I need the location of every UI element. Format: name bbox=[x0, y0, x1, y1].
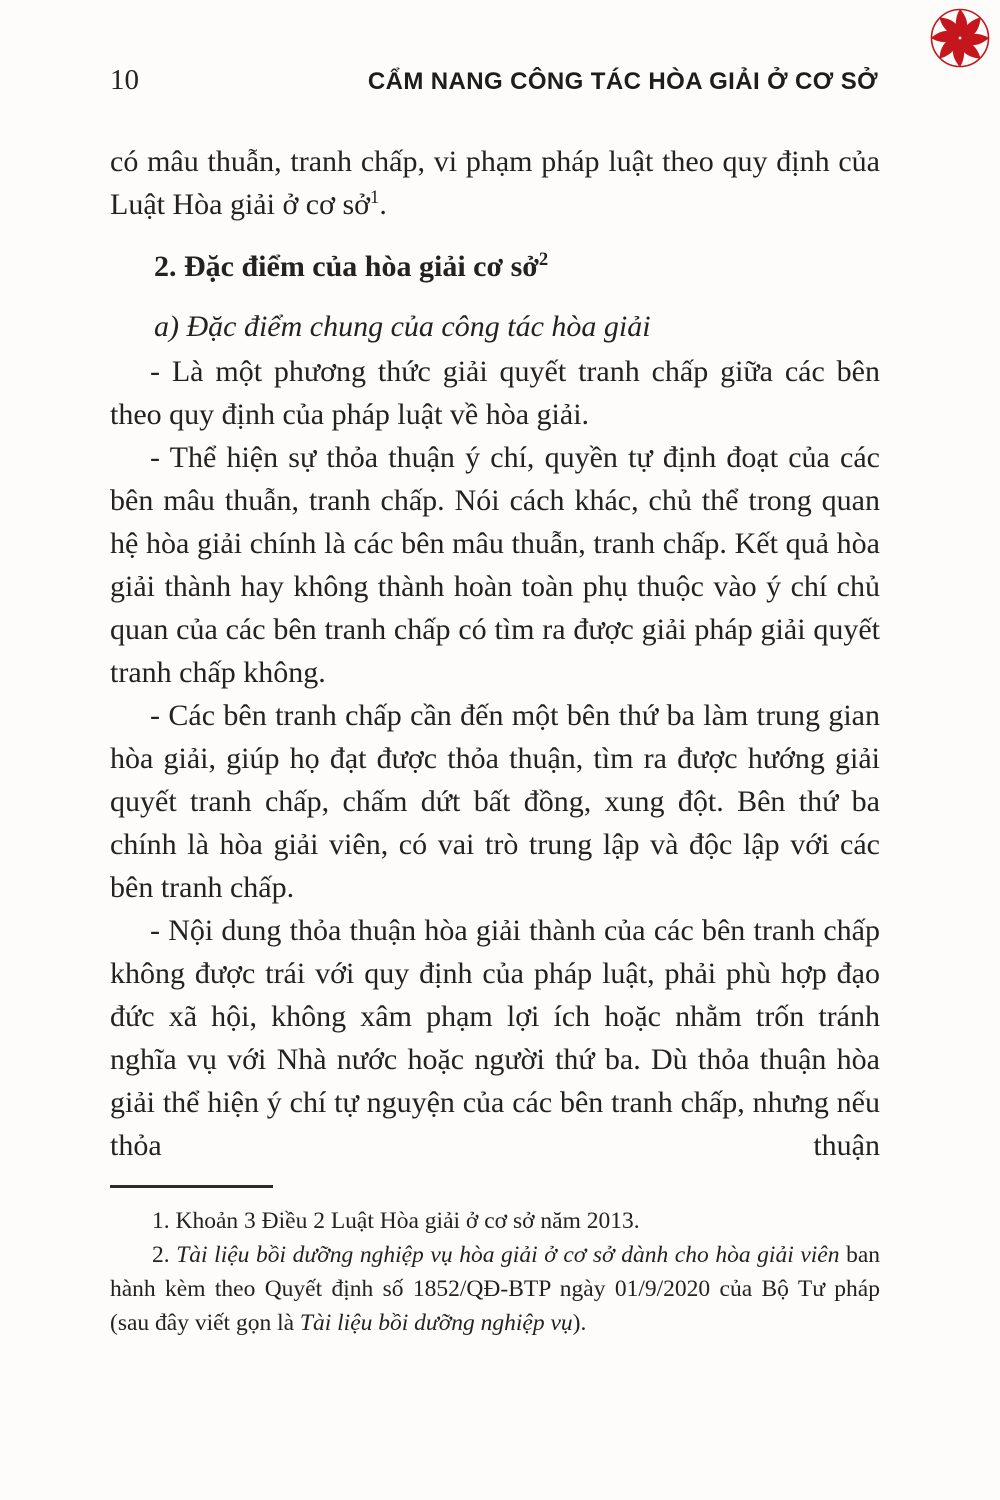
footnote-ref-1: 1 bbox=[370, 187, 380, 208]
paragraph-continuation bbox=[110, 140, 880, 226]
paragraph: - Là một phương thức giải quyết tranh chấp giữa các bên theo quy định của pháp luật về hòa giải. bbox=[110, 355, 880, 431]
footnote-text: ). bbox=[572, 1310, 587, 1336]
publisher-logo-icon bbox=[928, 6, 992, 70]
footnote-italic-title: Tài liệu bồi dưỡng nghiệp vụ hòa giải ở cơ sở dành cho hòa giải viên bbox=[176, 1242, 840, 1268]
running-header bbox=[110, 64, 878, 97]
footnote-separator bbox=[110, 1185, 273, 1188]
page-number: 10 bbox=[110, 64, 139, 96]
paragraph: - Các bên tranh chấp cần đến một bên thứ ba làm trung gian hòa giải, giúp họ đạt được thỏa thuận, tìm ra được hướng giải quyết tranh chấp, chấm dứt bất đồng, xung đột. Bên thứ ba chính là hòa giải viên, có vai trò trung lập và độc lập với các bên tranh chấp. bbox=[110, 699, 880, 904]
sub-heading: a) Đặc điểm chung của công tác hòa giải bbox=[154, 310, 651, 343]
footnote-1: 1. Khoản 3 Điều 2 Luật Hòa giải ở cơ sở năm 2013. bbox=[152, 1208, 640, 1234]
footnote-text: ban hành kèm theo Quyết định số 1852/QĐ-BTP ngày 01/9/2020 của Bộ Tư pháp (sau đây viết gọn là bbox=[110, 1242, 880, 1336]
heading-text: 2. Đặc điểm của hòa giải cơ sở bbox=[154, 250, 539, 283]
page-body bbox=[110, 140, 880, 1167]
running-title: CẨM NANG CÔNG TÁC HÒA GIẢI Ở CƠ SỞ bbox=[367, 68, 878, 95]
paragraph: - Nội dung thỏa thuận hòa giải thành của các bên tranh chấp không được trái với quy định của pháp luật, phải phù hợp đạo đức xã hội, không xâm phạm lợi ích hoặc nhằm trốn tránh nghĩa vụ với Nhà nước hoặc người thứ ba. Dù thỏa thuận hòa giải thể hiện ý chí tự nguyện của các bên tranh chấp, nhưng nếu thỏa thuận bbox=[110, 914, 880, 1162]
footnote-italic-title: Tài liệu bồi dưỡng nghiệp vụ bbox=[299, 1310, 573, 1336]
paragraph-text: . bbox=[379, 188, 387, 221]
footnote-2 bbox=[110, 1238, 880, 1340]
section-heading bbox=[110, 245, 880, 288]
paragraph: - Thể hiện sự thỏa thuận ý chí, quyền tự định đoạt của các bên mâu thuẫn, tranh chấp. Nói cách khác, chủ thể trong quan hệ hòa giải chính là các bên mâu thuẫn, tranh chấp. Kết quả hòa giải thành hay không thành hoàn toàn phụ thuộc vào ý chí chủ quan của các bên tranh chấp có tìm ra được giải pháp giải quyết tranh chấp không. bbox=[110, 441, 880, 689]
footnote-section bbox=[110, 1185, 880, 1340]
paragraph-text: có mâu thuẫn, tranh chấp, vi phạm pháp luật theo quy định của Luật Hòa giải ở cơ sở bbox=[110, 145, 880, 221]
footnote-ref-2: 2 bbox=[538, 249, 549, 270]
footnote-text: 2. bbox=[152, 1242, 177, 1268]
